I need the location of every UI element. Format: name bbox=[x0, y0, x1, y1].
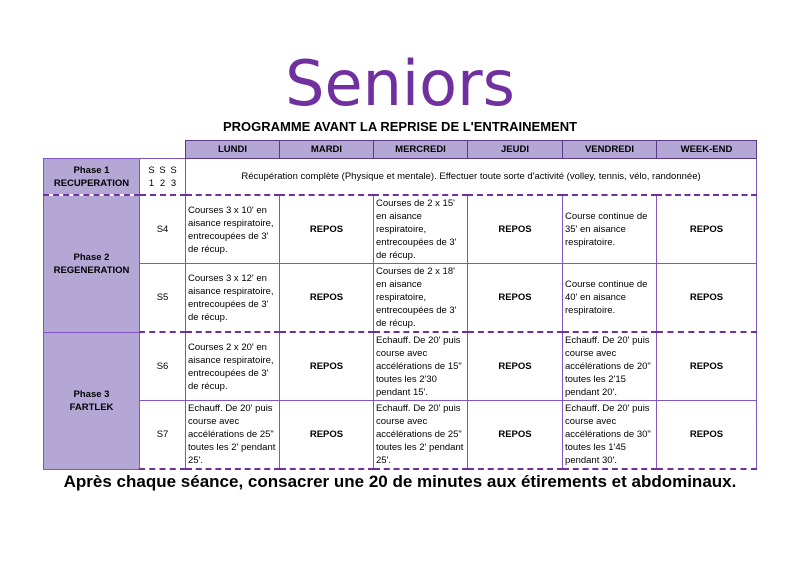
mardi-cell: REPOS bbox=[280, 401, 374, 470]
mercredi-cell: Echauff. De 20' puis course avec accélérations de 25" toutes les 2' pendant 25'. bbox=[374, 401, 468, 470]
footer-note: Après chaque séance, consacrer une 20 de minutes aux étirements et abdominaux. bbox=[63, 472, 737, 491]
header-blank bbox=[44, 141, 140, 159]
phase-1-description: Récupération complète (Physique et mentale). Effectuer toute sorte d'activité (volley, tennis, vélo, randonnée) bbox=[186, 159, 757, 196]
weekend-cell: REPOS bbox=[657, 401, 757, 470]
phase-1-name: RECUPERATION bbox=[53, 177, 130, 189]
phase-2-name: REGENERATION bbox=[53, 264, 130, 276]
mardi-cell: REPOS bbox=[280, 264, 374, 333]
header-mardi: MARDI bbox=[280, 141, 374, 159]
vendredi-cell: Course continue de 35' en aisance respiratoire. bbox=[563, 195, 657, 264]
phase-1-weeks bbox=[140, 159, 186, 196]
week-label: S 2 bbox=[159, 164, 166, 189]
vendredi-cell: Echauff. De 20' puis course avec accélérations de 20" toutes les 2'15 pendant 20'. bbox=[563, 332, 657, 401]
jeudi-cell: REPOS bbox=[468, 264, 563, 333]
jeudi-cell: REPOS bbox=[468, 401, 563, 470]
table-row bbox=[44, 195, 757, 264]
header-weekend: WEEK-END bbox=[657, 141, 757, 159]
phase-2-number: Phase 2 bbox=[73, 251, 110, 263]
table-row bbox=[44, 401, 757, 470]
weekend-cell: REPOS bbox=[657, 264, 757, 333]
page-title: Seniors bbox=[285, 47, 515, 120]
weekend-cell: REPOS bbox=[657, 195, 757, 264]
week-cell: S4 bbox=[140, 195, 186, 264]
jeudi-cell: REPOS bbox=[468, 195, 563, 264]
week-label: S 3 bbox=[170, 164, 177, 189]
phase-3-number: Phase 3 bbox=[73, 388, 110, 400]
phase-3-name: FARTLEK bbox=[69, 401, 114, 413]
mardi-cell: REPOS bbox=[280, 195, 374, 264]
lundi-cell: Courses 3 x 12' en aisance respiratoire, entrecoupées de 3' de récup. bbox=[186, 264, 280, 333]
mercredi-cell: Courses de 2 x 15' en aisance respiratoire, entrecoupées de 3' de récup. bbox=[374, 195, 468, 264]
table-row bbox=[44, 159, 757, 196]
table-row bbox=[44, 332, 757, 401]
mercredi-cell: Echauff. De 20' puis course avec accélérations de 15" toutes les 2'30 pendant 15'. bbox=[374, 332, 468, 401]
vendredi-cell: Echauff. De 20' puis course avec accélérations de 30" toutes les 1'45 pendant 30'. bbox=[563, 401, 657, 470]
vendredi-cell: Course continue de 40' en aisance respiratoire. bbox=[563, 264, 657, 333]
header-mercredi: MERCREDI bbox=[374, 141, 468, 159]
mardi-cell: REPOS bbox=[280, 332, 374, 401]
training-table bbox=[43, 140, 757, 470]
header-row bbox=[44, 141, 757, 159]
table-row bbox=[44, 264, 757, 333]
page-subtitle: PROGRAMME AVANT LA REPRISE DE L'ENTRAINEMENT bbox=[222, 119, 578, 134]
header-lundi: LUNDI bbox=[186, 141, 280, 159]
phase-3-label bbox=[44, 332, 140, 469]
jeudi-cell: REPOS bbox=[468, 332, 563, 401]
header-vendredi: VENDREDI bbox=[563, 141, 657, 159]
weekend-cell: REPOS bbox=[657, 332, 757, 401]
mercredi-cell: Courses de 2 x 18' en aisance respiratoire, entrecoupées de 3' de récup. bbox=[374, 264, 468, 333]
header-jeudi: JEUDI bbox=[468, 141, 563, 159]
header-blank bbox=[140, 141, 186, 159]
phase-2-label bbox=[44, 195, 140, 332]
week-label: S 1 bbox=[148, 164, 155, 189]
lundi-cell: Courses 2 x 20' en aisance respiratoire, entrecoupées de 3' de récup. bbox=[186, 332, 280, 401]
week-cell: S7 bbox=[140, 401, 186, 470]
phase-1-number: Phase 1 bbox=[73, 164, 110, 176]
lundi-cell: Courses 3 x 10' en aisance respiratoire, entrecoupées de 3' de récup. bbox=[186, 195, 280, 264]
phase-1-label bbox=[44, 159, 140, 196]
week-cell: S5 bbox=[140, 264, 186, 333]
lundi-cell: Echauff. De 20' puis course avec accélérations de 25" toutes les 2' pendant 25'. bbox=[186, 401, 280, 470]
week-cell: S6 bbox=[140, 332, 186, 401]
